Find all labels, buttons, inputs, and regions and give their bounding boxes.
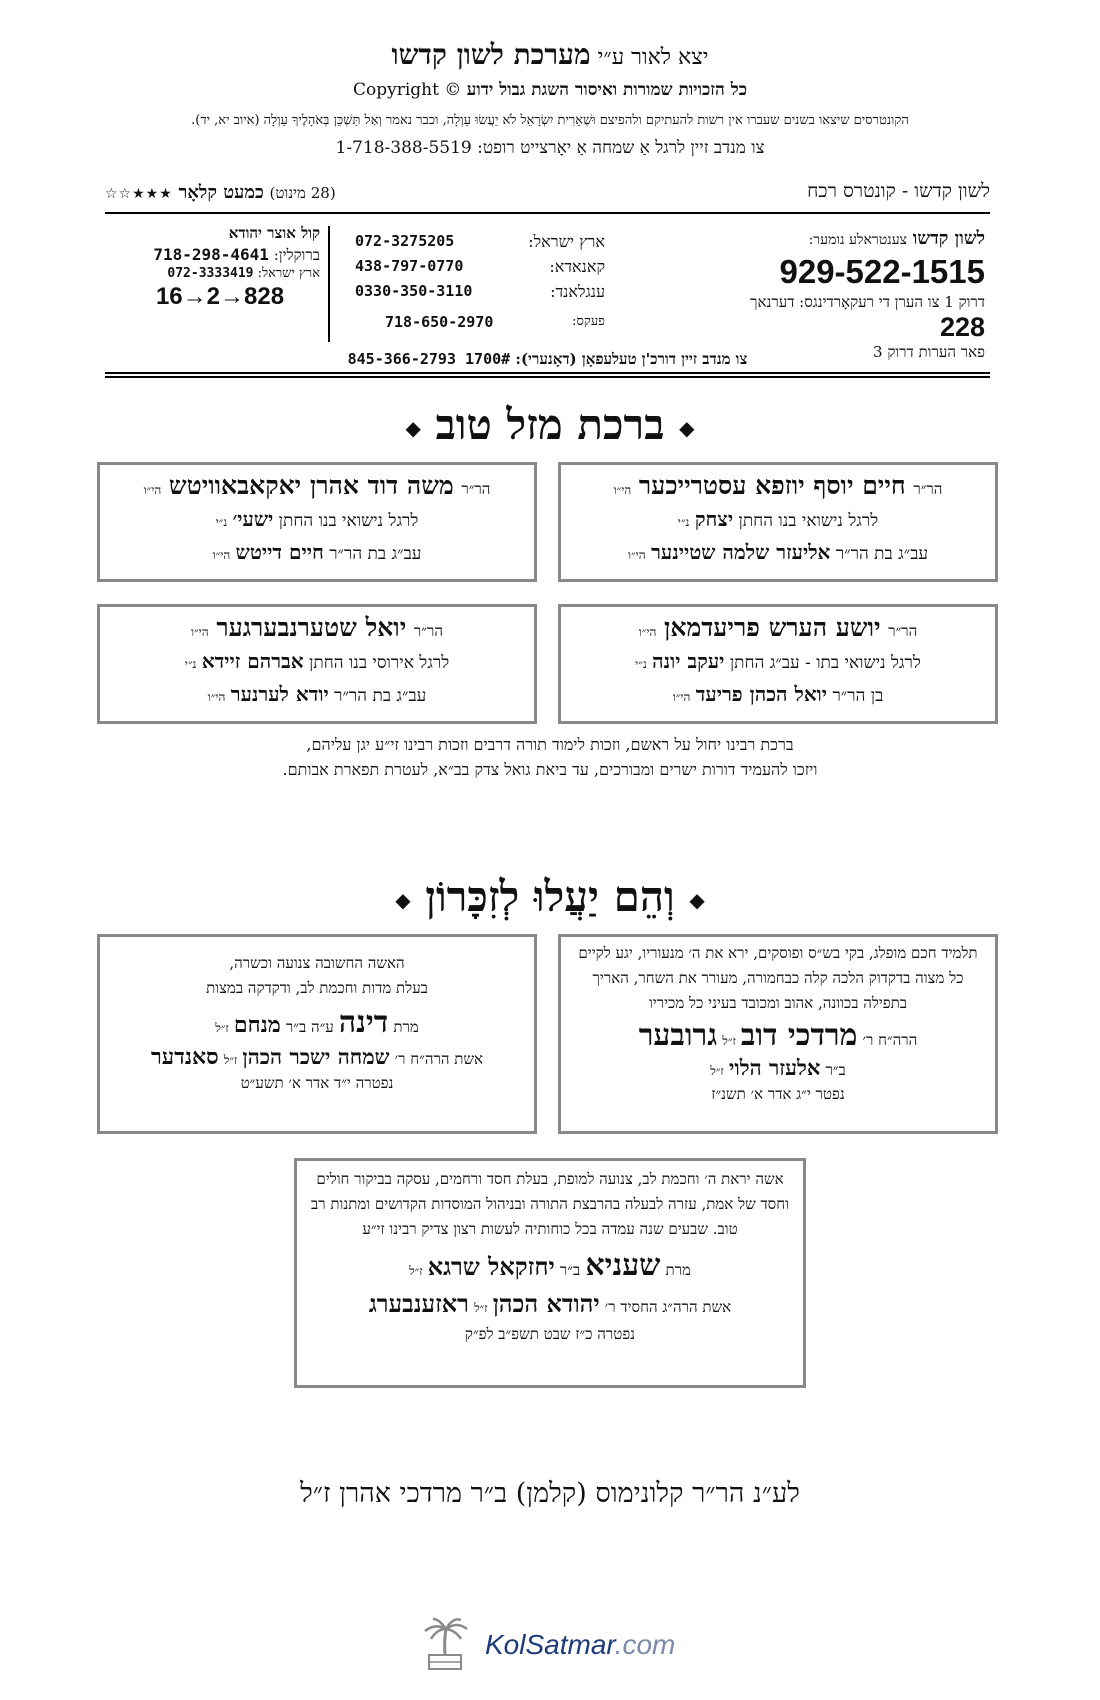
- central-sub: צענטראלע נומער:: [808, 232, 907, 248]
- in-law-name: יודא לערנער: [230, 682, 329, 706]
- husband-surname: ראזענבערג: [368, 1289, 469, 1318]
- intl-number[interactable]: 072-3275205: [355, 232, 455, 250]
- suffix: הי״ו: [613, 483, 632, 497]
- memorial-description: בעלת מדות וחכמת לב, ודקדקה במצות: [206, 979, 428, 997]
- honorific: מרת: [665, 1261, 691, 1279]
- relation: ב״ר: [825, 1061, 846, 1079]
- logo-domain: .com: [614, 1629, 676, 1660]
- blessing-text: [0, 732, 1100, 782]
- rights-hebrew: כל הזכויות שמורות ואיסור השגת גבול ידוע: [466, 80, 748, 100]
- divider-bottom-2: [105, 376, 990, 378]
- central-number-block: [725, 228, 985, 362]
- intl-label: קאנאדא:: [549, 257, 605, 276]
- memorial-description: אשה יראת ה׳ וחכמת לב, צנועה למופת, בעלת חסד ורחמים, עסקה בביקור חולים וחסד של אמת, עזרה לבעלה בהרבצת התורה ובניהול המוסדות הקדושים ומתנות רב טוב. שבעים שנה עמדה בכל כוחותיה לעשות רצון צדיק רבינו זי״ע: [311, 1170, 789, 1238]
- memorial-box: [558, 934, 998, 1134]
- notes-text: פאר הערות דרוק 3: [873, 343, 985, 361]
- mazal-tov-box: [558, 604, 998, 724]
- blessing-line: ויזכו להעמיד דורות ישרים ומבורכים, עד ביאת גואל צדק בב״א, לעטרת תפארת אבותם.: [282, 760, 818, 779]
- rights-line: [0, 80, 1100, 100]
- in-law-name: אליעזר שלמה שטיינער: [651, 540, 831, 564]
- kol-brooklyn[interactable]: 718-298-4641: [153, 245, 269, 264]
- deceased-surname: גרובער: [638, 1018, 718, 1053]
- intl-label: פעקס:: [572, 314, 605, 329]
- suffix: נ״י: [635, 657, 647, 671]
- publisher-name: מערכת לשון קדשו: [391, 38, 591, 71]
- series-title: לשון קדשו - קונטרס רכח: [807, 180, 990, 202]
- mazal-tov-heading: ברכת מזל טוב: [435, 400, 665, 449]
- memorial-description: תלמיד חכם מופלג, בקי בש״ס ופוסקים, ירא את ה׳ מנעוריו, יגע לקיים כל מצוה בדקדוק הלכה קלה כבחמורה, מעורר את השחר, האריך בתפילה בכוונה, אהוב ומכובד בעיני כל מכיריו: [578, 944, 978, 1012]
- occasion: לרגל נישואי בנו החתן: [278, 511, 419, 531]
- memorial-heading: וְהֵם יַעֲלוּ לְזִכָּרוֹן: [425, 872, 675, 921]
- bullet-icon: ◆: [679, 416, 695, 440]
- memorial-date: נפטרה כ״ז שבט תשפ״ב לפ״ק: [464, 1325, 636, 1343]
- occasion: לרגל אירוסי בנו החתן: [309, 653, 450, 673]
- intl-number[interactable]: 0330-350-3110: [355, 282, 473, 300]
- copying-notice: הקונטרסים שיצאו בשנים שעברו אין רשות להעתיקם ולהפיצם וּשְׁאֵרִית יִשְׂרָאֵל לֹא יַעֲשׂוּ עַוְלָה, וכבר נאמר וְאַל תַּשְׁכֵּן בְּאֹהָלֶיךָ עַוְלָה (איוב יא, יד).: [191, 113, 909, 128]
- father-name: מנחם: [233, 1012, 281, 1038]
- series-row: [105, 178, 990, 210]
- clarity-rating: [105, 182, 336, 203]
- relation: ב״ר: [559, 1261, 581, 1279]
- memorial-date: נפטרה י״ד אדר א׳ תשע״ט: [240, 1074, 394, 1092]
- groom-name: יעקב יונה: [652, 649, 725, 673]
- mazal-tov-box: [558, 462, 998, 582]
- clarity-label: כמעט קלאָר: [178, 182, 264, 203]
- bullet-icon: ◆: [405, 416, 421, 440]
- bullet-icon: ◆: [395, 888, 411, 912]
- memorial-description: האשה החשובה צנועה וכשרה,: [229, 954, 405, 972]
- logo-brand: KolSatmar: [485, 1629, 615, 1660]
- relation: בן הר״ר: [832, 686, 884, 706]
- suffix: ז״ל: [215, 1021, 229, 1035]
- parent-name: חיים יוסף יוזפא עסטרייכער: [638, 471, 906, 500]
- relation: אשת הרה״ח ר׳: [394, 1050, 483, 1068]
- intl-row: [355, 282, 605, 307]
- groom-name: אברהם זיידא: [201, 649, 304, 673]
- donor-line: צו מנדב זיין לרגל אַ שמחה אַ יאָרצייט רופט: 1-718-388-5519: [335, 138, 765, 158]
- kol-brooklyn-label: ברוקלין:: [273, 246, 320, 264]
- suffix: הי״ו: [638, 625, 657, 639]
- mazal-tov-title: [0, 400, 1100, 450]
- intl-row: [355, 313, 605, 338]
- deceased-name: דינה: [338, 1005, 389, 1040]
- relation: ע״ה ב״ר: [285, 1018, 334, 1036]
- intl-row: [355, 257, 605, 282]
- fax-number[interactable]: 718-650-2970: [385, 313, 494, 331]
- dedication-line: לע״נ הר״ר קלונימוס (קלמן) ב״ר מרדכי אהרן ז״ל: [300, 1478, 800, 1509]
- publisher-line: [0, 38, 1100, 72]
- suffix: נ״י: [184, 657, 197, 671]
- suffix: הי״ו: [627, 548, 646, 562]
- divider-vertical: [328, 226, 330, 342]
- blessing-line: ברכת רבינו יחול על ראשם, וזכות לימוד תורה דרבים וזכות רבינו זי״ע יגן עליהם,: [306, 735, 794, 754]
- central-number[interactable]: 929-522-1515: [779, 253, 985, 290]
- kol-otzar-block: [120, 224, 320, 311]
- phone-donor-text: צו מנדב זיין דורכ'ן טעלעפאָן (דאָנערי):: [515, 350, 748, 368]
- press-text: דרוק 1 צו הערן די רעקאָרדינגס: דערנאך: [750, 293, 985, 311]
- father-name: יחזקאל שרגא: [427, 1252, 555, 1281]
- husband-name: שמחה ישכר הכהן: [242, 1044, 390, 1069]
- kolsatmar-logo[interactable]: [415, 1615, 695, 1675]
- relation: עב״ג בת הר״ר: [329, 544, 422, 564]
- copyright-label: Copyright ©: [352, 80, 462, 100]
- parent-name: יואל שטערנבערגער: [216, 613, 407, 642]
- logo-text: [485, 1629, 675, 1661]
- intl-label: ענגלאנד:: [550, 282, 605, 301]
- press-number: 228: [939, 312, 985, 342]
- honorific: הר״ר: [413, 622, 443, 640]
- central-label: לשון קדשו: [912, 228, 985, 249]
- kol-sequence: 16→2→828: [155, 283, 285, 310]
- mazal-tov-box: [97, 604, 537, 724]
- groom-name: יצחק: [694, 507, 734, 531]
- parent-name: משה דוד אהרן יאקאבאוויטש: [168, 471, 454, 500]
- intl-label: ארץ ישראל:: [528, 232, 605, 251]
- honorific: מרת: [393, 1018, 419, 1036]
- divider-top: [105, 212, 990, 214]
- mazal-tov-box: [97, 462, 537, 582]
- honorific: הר״ר: [888, 622, 918, 640]
- bullet-icon: ◆: [689, 888, 705, 912]
- in-law-name: חיים דייטש: [235, 540, 324, 564]
- husband-name: יהודא הכהן: [492, 1289, 600, 1318]
- international-numbers: [355, 232, 605, 338]
- suffix: ז״ל: [223, 1053, 238, 1067]
- suffix: הי״ו: [207, 690, 226, 704]
- parent-name: יושע הערש פריעדמאן: [664, 613, 881, 642]
- memorial-box: [97, 934, 537, 1134]
- deceased-name: מרדכי דוב: [740, 1018, 858, 1053]
- honorific: הרה״ח ר׳: [862, 1031, 918, 1049]
- relation: עב״ג בת הר״ר: [334, 686, 427, 706]
- memorial-box: [294, 1158, 806, 1388]
- kol-title: קול אוצר יהודא: [228, 224, 320, 242]
- suffix: ז״ל: [409, 1264, 423, 1278]
- in-law-name: יואל הכהן פריעד: [695, 682, 828, 706]
- star-rating-icon: ★★★☆☆: [105, 186, 173, 202]
- honorific: הר״ר: [913, 480, 943, 498]
- intl-number[interactable]: 438-797-0770: [355, 257, 464, 275]
- relation: עב״ג בת הר״ר: [835, 544, 929, 564]
- suffix: ז״ל: [474, 1301, 488, 1315]
- suffix: ז״ל: [722, 1034, 736, 1048]
- phone-donor-line: [105, 350, 990, 369]
- intl-row: [355, 232, 605, 257]
- occasion: לרגל נישואי בתו - עב״ג החתן: [729, 653, 921, 673]
- suffix: נ״י: [215, 515, 228, 529]
- relation: אשת הרה״ג החסיד ר׳: [604, 1298, 732, 1316]
- memorial-title: [0, 872, 1100, 922]
- suffix: הי״ו: [212, 548, 231, 562]
- memorial-date: נפטר י״ג אדר א׳ תשנ״ז: [711, 1085, 845, 1103]
- duration: (28 מינוט): [269, 184, 336, 202]
- suffix: הי״ו: [191, 625, 209, 639]
- suffix: נ״י: [677, 515, 690, 529]
- publisher-prefix: יצא לאור ע״י: [597, 45, 709, 70]
- suffix: הי״ו: [143, 483, 162, 497]
- father-name: אלעזר הלוי: [728, 1055, 821, 1080]
- phone-donor-number[interactable]: 845-366-2793 1700#: [347, 350, 511, 368]
- suffix: הי״ו: [672, 690, 691, 704]
- suffix: ז״ל: [710, 1064, 724, 1078]
- palm-tree-icon: [415, 1615, 475, 1675]
- occasion: לרגל נישואי בנו החתן: [738, 511, 879, 531]
- husband-surname: סאנדער: [151, 1044, 219, 1070]
- groom-name: ישעי׳: [232, 507, 274, 531]
- deceased-name: שעניא: [585, 1248, 661, 1283]
- divider-bottom-1: [105, 372, 990, 374]
- kol-israel-label: ארץ ישראל:: [257, 266, 320, 281]
- honorific: הר״ר: [461, 480, 491, 498]
- kol-israel[interactable]: 072-3333419: [167, 266, 254, 281]
